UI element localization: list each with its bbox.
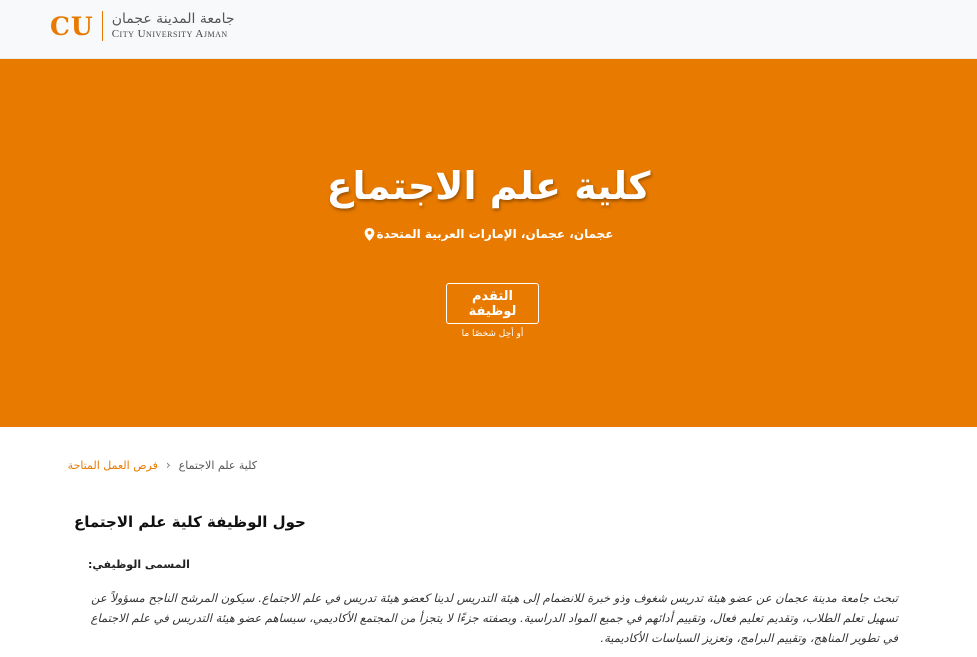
site-header	[0, 0, 977, 59]
job-title-subheading: :المسمى الوظيفي	[88, 558, 190, 571]
breadcrumb	[68, 458, 257, 472]
about-job-heading: حول الوظيفة كلية علم الاجتماع	[74, 513, 306, 531]
refer-someone-link[interactable]: أو أحِل شخصًا ما	[461, 329, 524, 339]
job-location-text: عجمان، عجمان، الإمارات العربية المتحدة	[376, 227, 614, 241]
chevron-left-icon: ‹	[165, 458, 171, 472]
logo-name-english: City University Ajman	[111, 27, 228, 40]
breadcrumb-current: كلية علم الاجتماع	[178, 458, 257, 472]
logo-divider	[102, 11, 103, 41]
apply-for-job-button[interactable]: التقدم لوظيفة	[446, 283, 539, 324]
university-logo[interactable]	[50, 8, 235, 44]
job-title: كلية علم الاجتماع	[326, 164, 651, 208]
job-hero-banner	[0, 59, 977, 427]
logo-name-arabic: جامعة المدينة عجمان	[111, 10, 235, 27]
job-description: تبحث جامعة مدينة عجمان عن عضو هيئة تدريس شغوف وذو خبرة للانضمام إلى هيئة التدريس لدينا كعضو هيئة تدريس في علم الاجتماع. سيكون المرشح الناجح مسؤولاً عن تسهيل تعلم الطلاب، وتقديم تعليم فعال، وتقييم أدائهم في جميع المواد الدراسية. وبصفته جزءًا لا يتجزأ من المجتمع الأكاديمي، سيساهم عضو هيئة التدريس في علم الاجتماع في تطوير المناهج، وتقييم البرامج، وتعزيز السياسات الأكاديمية.	[90, 591, 898, 645]
breadcrumb-job-openings-link[interactable]: فرص العمل المتاحة	[67, 458, 158, 472]
logo-text	[112, 11, 235, 41]
job-location	[0, 227, 977, 241]
logo-mark: CU	[50, 11, 94, 41]
map-pin-icon	[364, 228, 375, 241]
